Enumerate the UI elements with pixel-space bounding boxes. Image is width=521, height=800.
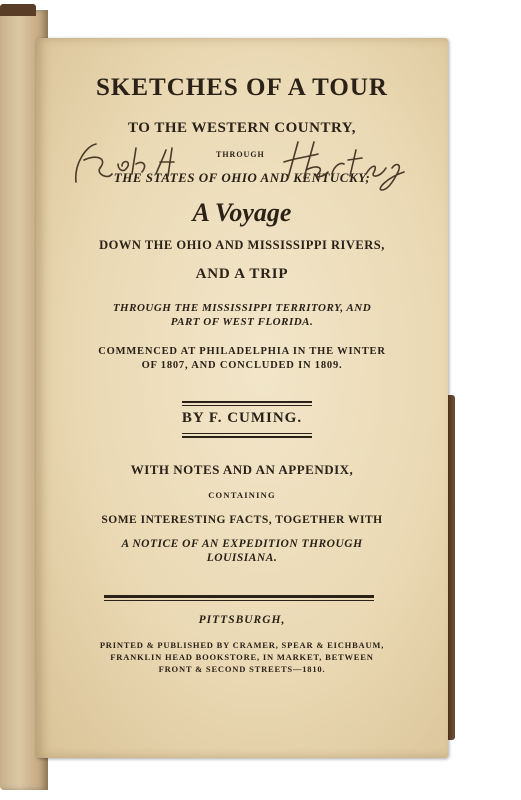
- imprint-line-1: PRINTED & PUBLISHED BY CRAMER, SPEAR & EICHBAUM,: [99, 640, 385, 650]
- notice-line-1: A NOTICE OF AN EXPEDITION THROUGH: [121, 538, 363, 550]
- states-line: THE STATES OF OHIO AND KENTUCKY;: [113, 170, 371, 185]
- florida-line: PART OF WEST FLORIDA.: [170, 316, 314, 328]
- imprint-rule-thick: [104, 595, 374, 598]
- author-line: BY F. CUMING.: [181, 410, 303, 426]
- rule-below-author-thin: [182, 433, 312, 434]
- subtitle-line: TO THE WESTERN COUNTRY,: [128, 120, 356, 136]
- rule-above-author: [182, 401, 312, 403]
- commenced-line-2: OF 1807, AND CONCLUDED IN 1809.: [141, 360, 343, 371]
- rule-below-author: [182, 436, 312, 438]
- rule-above-author-thin: [182, 405, 312, 406]
- imprint-line-2: FRANKLIN HEAD BOOKSTORE, IN MARKET, BETWEEN: [110, 652, 374, 662]
- notes-line: WITH NOTES AND AN APPENDIX,: [130, 462, 354, 477]
- handwritten-signature: [56, 134, 436, 194]
- imprint-city: PITTSBURGH,: [198, 614, 286, 626]
- facts-line: SOME INTERESTING FACTS, TOGETHER WITH: [101, 514, 383, 526]
- through-word: THROUGH: [216, 150, 265, 159]
- containing-word: CONTAINING: [208, 490, 276, 500]
- territory-line: THROUGH THE MISSISSIPPI TERRITORY, AND: [112, 302, 372, 314]
- imprint-line-3: FRONT & SECOND STREETS—1810.: [158, 664, 326, 674]
- imprint-rule-thin: [104, 600, 374, 601]
- book-title: SKETCHES OF A TOUR: [96, 74, 388, 101]
- trip-line: AND A TRIP: [195, 266, 289, 282]
- notice-line-2: LOUISIANA.: [206, 552, 278, 564]
- rivers-line: DOWN THE OHIO AND MISSISSIPPI RIVERS,: [99, 238, 385, 252]
- title-page: [36, 38, 448, 758]
- cover-spine-edge: [0, 4, 36, 16]
- commenced-line-1: COMMENCED AT PHILADELPHIA IN THE WINTER: [98, 346, 386, 357]
- voyage-heading: A Voyage: [192, 198, 292, 227]
